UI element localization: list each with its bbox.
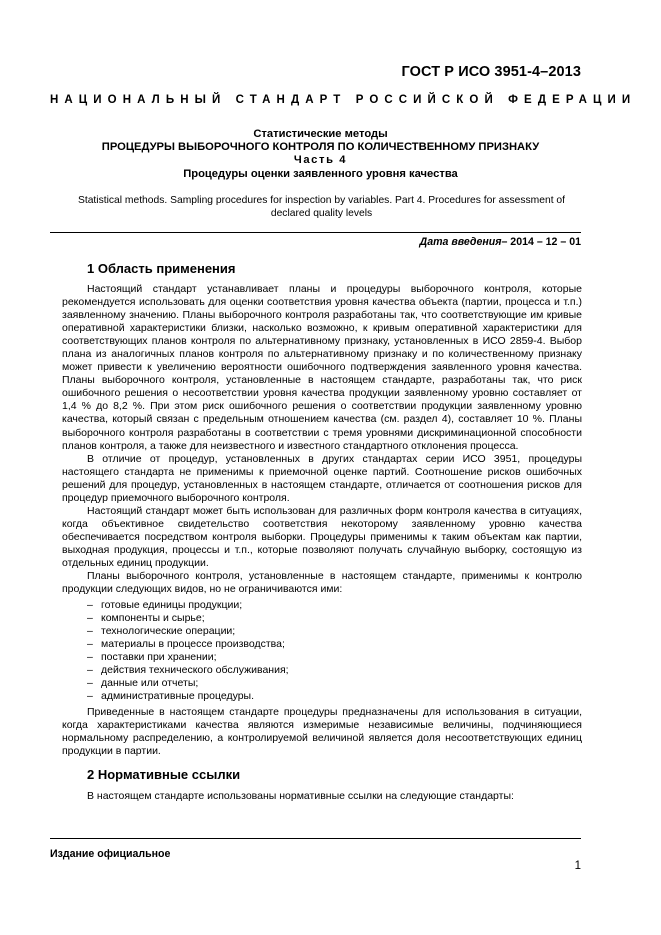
- date-label: Дата введения: [419, 236, 502, 248]
- page-number: 1: [574, 860, 581, 872]
- document-number: ГОСТ Р ИСО 3951-4–2013: [401, 64, 581, 80]
- product-types-list: [87, 599, 289, 703]
- section-1-body: [62, 283, 582, 596]
- english-title: Statistical methods. Sampling procedures for inspection by variables. Part 4. Procedures for assessment of declared quality levels: [77, 195, 566, 219]
- title-line-4: Процедуры оценки заявленного уровня качества: [183, 168, 458, 180]
- section-1-closing: [62, 706, 582, 758]
- top-divider: [50, 232, 581, 233]
- list-item: – готовые единицы продукции;: [87, 599, 243, 611]
- list-dash: –: [87, 690, 93, 703]
- paragraph: Приведенные в настоящем стандарте процедуры предназначены для использования в ситуации, когда характеристиками качества являются измеримые независимые величины, подчиняющиеся нормальному распределению, а контролируемой величиной является доля несоответствующих единиц продукции в партии.: [62, 706, 582, 758]
- list-item: – данные или отчеты;: [87, 677, 199, 690]
- list-item: – компоненты и сырье;: [87, 612, 205, 625]
- section-2-heading: 2 Нормативные ссылки: [87, 767, 241, 782]
- national-standard-banner: НАЦИОНАЛЬНЫЙ СТАНДАРТ РОССИЙСКОЙ ФЕДЕРАЦИИ: [50, 94, 637, 106]
- paragraph: В отличие от процедур, установленных в других стандартах серии ИСО 3951, процедуры настоящего стандарта не применимы к приемочной оценке партий. Соотношение рисков ошибочных решений для процедур, установленных в настоящем стандарте, отличается от соотношения рисков для процедур приемочного выборочного контроля.: [62, 452, 582, 504]
- title-line-2: ПРОЦЕДУРЫ ВЫБОРОЧНОГО КОНТРОЛЯ ПО КОЛИЧЕСТВЕННОМУ ПРИЗНАКУ: [101, 141, 540, 153]
- list-dash: –: [87, 638, 93, 651]
- edition-label: Издание официальное: [50, 848, 171, 860]
- section-2-text: В настоящем стандарте использованы нормативные ссылки на следующие стандарты:: [87, 790, 514, 802]
- section-1-heading: 1 Область применения: [87, 261, 236, 276]
- date-separator: –: [501, 236, 508, 248]
- list-item: – административные процедуры.: [87, 690, 255, 703]
- list-item: – действия технического обслуживания;: [87, 664, 289, 677]
- list-item: – поставки при хранении;: [87, 651, 217, 664]
- paragraph: Планы выборочного контроля, установленные в настоящем стандарте, применимы к контролю продукции следующих видов, но не ограничиваются ими:: [62, 570, 582, 596]
- list-dash: –: [87, 612, 93, 625]
- paragraph: Настоящий стандарт может быть использован для различных форм контроля качества в ситуациях, когда объективное свидетельство соответствия некоторому заявленному уровню качества обеспечивается посредством контроля выборки. Процедуры применимы к таким объектам как партии, выходная продукция, процессы и т.п., которые позволяют получать случайную выборку, состоящую из отдельных единиц продукции.: [62, 504, 582, 569]
- date-value: 2014 – 12 – 01: [507, 236, 581, 248]
- title-block: [60, 128, 581, 181]
- list-dash: –: [87, 599, 93, 611]
- list-item: – материалы в процессе производства;: [87, 638, 285, 651]
- list-dash: –: [87, 625, 93, 638]
- list-item: – технологические операции;: [87, 625, 236, 638]
- title-line-1: Статистические методы: [253, 128, 388, 140]
- paragraph: Настоящий стандарт устанавливает планы и процедуры выборочного контроля, которые рекомендуется использовать для оценки соответствия уровня качества объекта (партии, процесса и т.п.) заявленному значению. Планы выборочного контроля разработаны так, что соответствующие им кривые оперативной характеристики близки, насколько возможно, к кривым оперативной характеристики для соответствующих планов контроля по альтернативному признаку, установленных в ИСО 2859-4. Выбор плана из аналогичных планов контроля по альтернативному признаку и по количественному признаку может привести к увеличению вероятности ошибочного подтверждения заявленного уровня качества. Планы выборочного контроля, установленные в настоящем стандарте, разработаны так, что риск ошибочного решения о несоответствии уровня качества продукции заявленному уровню составляет от 1,4 % до 8,2 %. При этом риск ошибочного решения о соответствии продукции заявленному уровню качества, который связан с предельным отношением качества (см. раздел 4), составляет 10 %. Планы выборочного контроля разработаны в соответствии с тремя уровнями дискриминационной способности планов контроля, а также для неизвестного и известного стандартного отклонения процесса.: [62, 283, 582, 452]
- bottom-divider: [50, 838, 581, 839]
- list-dash: –: [87, 664, 93, 677]
- title-part: Часть 4: [293, 154, 348, 166]
- list-dash: –: [87, 677, 93, 690]
- introduction-date: [420, 236, 581, 248]
- list-dash: –: [87, 651, 93, 664]
